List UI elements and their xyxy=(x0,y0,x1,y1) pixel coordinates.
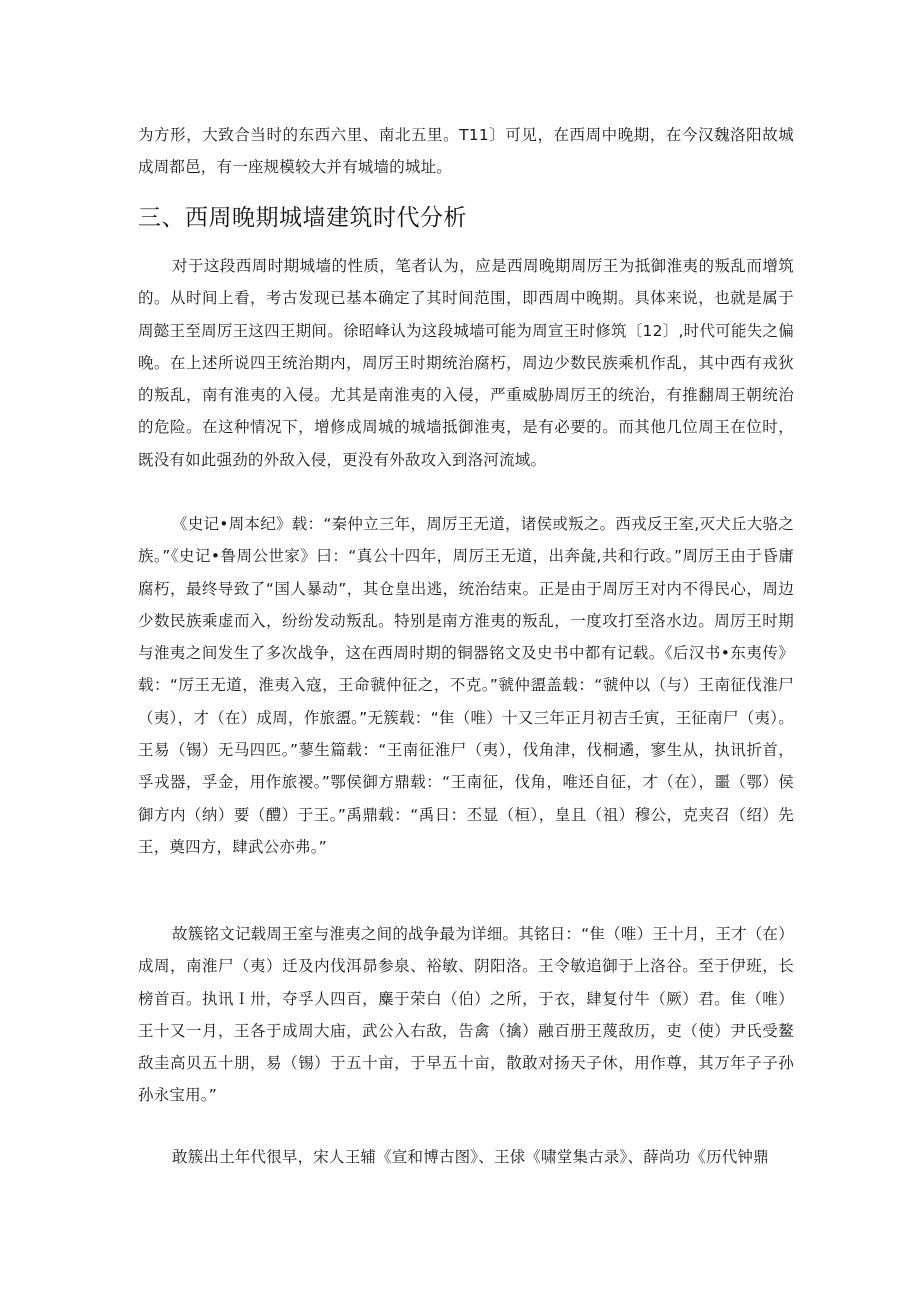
paragraph-excavation: 敢簇出土年代很早，宋人王辅《宣和博古图》、王俅《啸堂集古录》、薛尚功《历代钟鼎 xyxy=(172,1148,769,1166)
section-heading: 三、西周晚期城墙建筑时代分析 xyxy=(138,205,467,231)
paragraph-continued: 为方形，大致合当时的东西六里、南北五里。T11〕可见，在西周中晚期，在今汉魏洛阳故城成周都邑，有一座规模较大并有城墙的城址。 xyxy=(138,126,794,177)
paragraph-historical-records: 《史记•周本纪》载：“秦仲立三年，周厉王无道，诸侯或叛之。西戎反王室,灭犬丘大骆之族。”《史记•鲁周公世家》曰：“真公十四年，周厉王无道，出奔彘,共和行政。”周厉王由于昏庸腐朽，最终导致了“国人暴动”，其仓皇出逃，统治结束。正是由于周厉王对内不得民心，周边少数民族乘虚而入，纷纷发动叛乱。特别是南方淮夷的叛乱，一度攻打至洛水边。周厉王时期与淮夷之间发生了多次战争，这在西周时期的铜器铭文及史书中都有记载。《后汉书•东夷传》载：“厉王无道，淮夷入寇，王命虢仲征之，不克。”虢仲盨盖载：“虢仲以（与）王南征伐淮尸（夷），才（在）成周，作旅盨。”无簇载：“隹（唯）十又三年正月初吉壬寅，王征南尸（夷）。王易（锡）无马四匹。”蓼生篇载：“王南征淮尸（夷），伐角津，伐桐遹，寥生从，执讯折首，孚戎器，孚金，用作旅禝。”鄂侯御方鼎载：“王南征，伐角，唯还自征，才（在），噩（鄂）侯御方内（纳）要（醴）于王。”禹鼎载：“禹日：丕显（桓），皇且（祖）穆公，克夹召（绍）先王，奠四方，肆武公亦弗。” xyxy=(138,515,794,856)
paragraph-inscription: 故簇铭文记载周王室与淮夷之间的战争最为详细。其铭日：“隹（唯）王十月，王才（在）成周，南淮尸（夷）迁及内伐洱昴参泉、裕敏、阴阳洛。王令敏追御于上洛谷。至于伊班，长榜首百。执讯Ｉ卅，夺孚人四百，麋于荣白（伯）之所，于衣，肆复付牛（厥）君。隹（唯）王十又一月，王各于成周大庙，武公入右敌，告禽（擒）融百册王蔑敌历，吏（使）尹氏受鳌敌圭高贝五十朋，易（锡）于五十亩，于早五十亩，散敢对扬天子休，用作尊，其万年子子孙孙永宝用。” xyxy=(138,925,794,1105)
paragraph-wall-nature: 对于这段西周时期城墙的性质，笔者认为，应是西周晚期周厉王为抵御淮夷的叛乱而增筑的。从时间上看，考古发现已基本确定了其时间范围，即西周中晚期。具体来说，也就是属于周懿王至周厉王这四王期间。徐昭峰认为这段城墙可能为周宣王时修筑〔12〕,时代可能失之偏晚。在上述所说四王统治期内，周厉王时期统治腐朽，周边少数民族乘机作乱，其中西有戎狄的叛乱，南有淮夷的入侵。尤其是南淮夷的入侵，严重威胁周厉王的统治，有推翻周王朝统治的危险。在这种情况下，增修成周城的城墙抵御淮夷，是有必要的。而其他几位周王在位时，既没有如此强劲的外敌入侵，更没有外敌攻入到洛河流域。 xyxy=(138,257,794,469)
